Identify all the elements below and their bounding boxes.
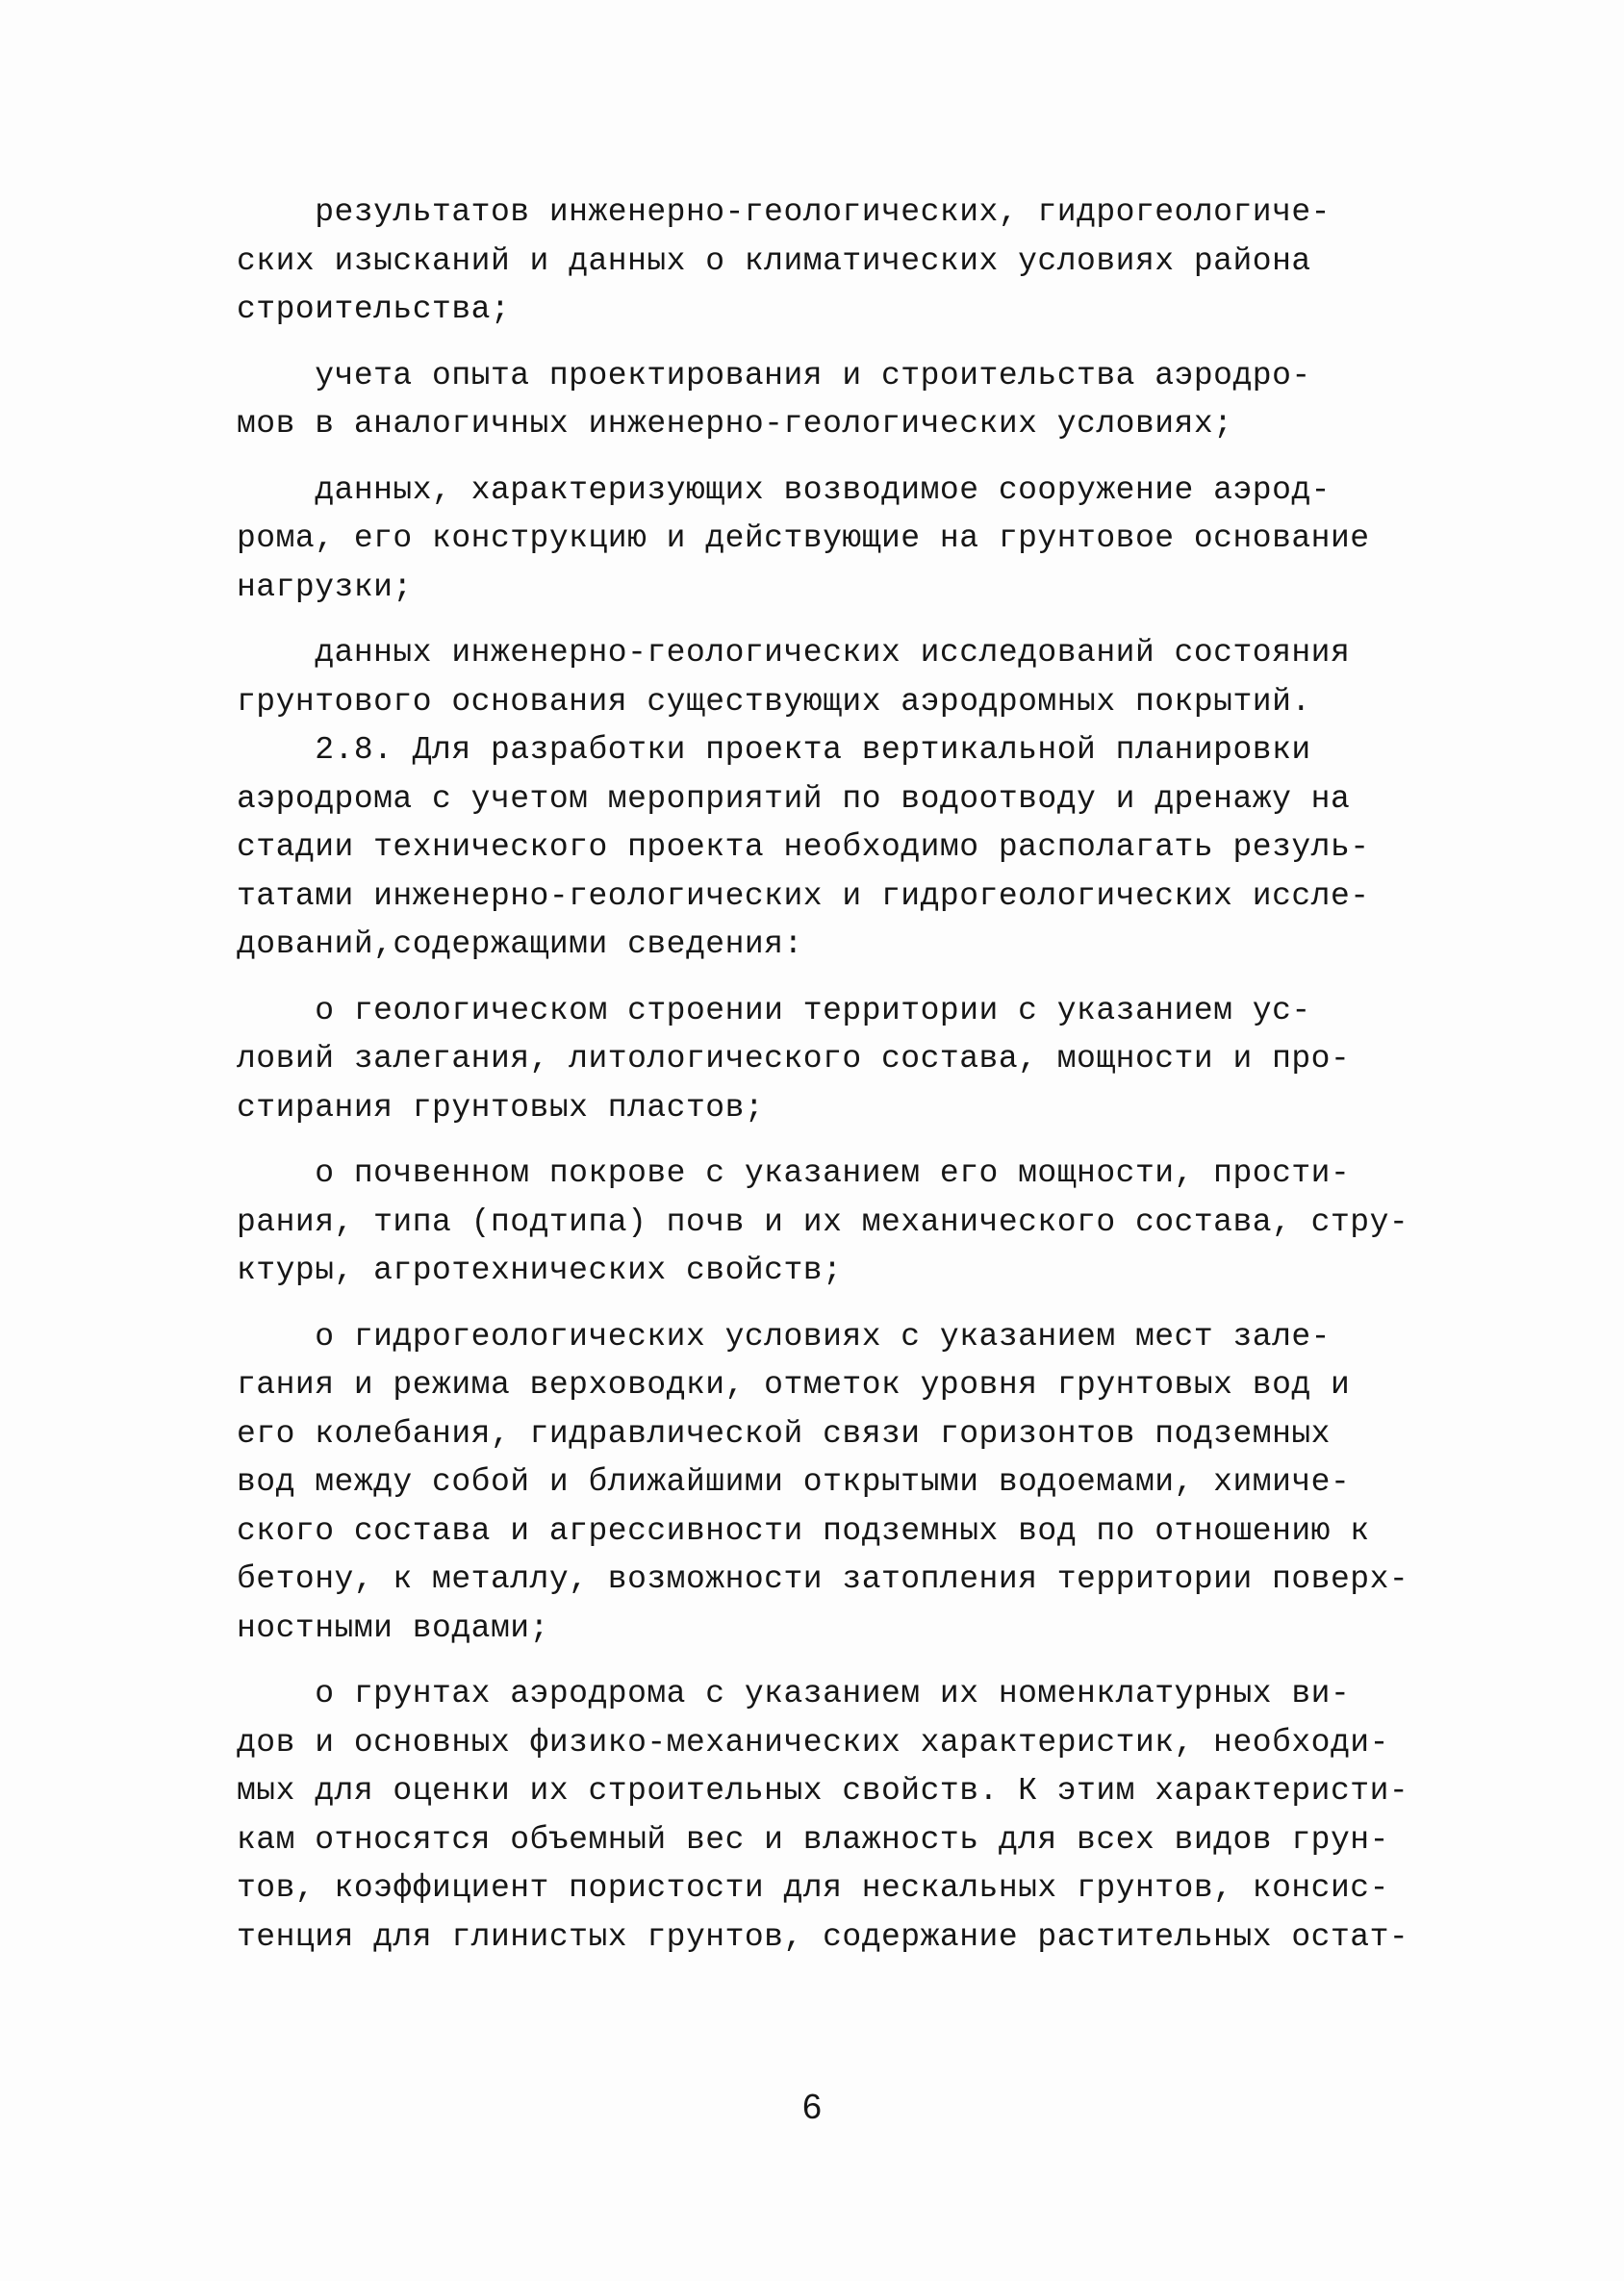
text-line: тенция для глинистых грунтов, содержание растительных остат- <box>237 1918 1409 1955</box>
paragraph <box>237 987 1401 1133</box>
text-line: нагрузки; <box>237 569 413 605</box>
text-line: его колебания, гидравлической связи горизонтов подземных <box>237 1415 1331 1452</box>
text-line: гания и режима верховодки, отметок уровня грунтовых вод и <box>237 1367 1351 1403</box>
paragraph <box>237 1670 1409 1962</box>
text-line: ктуры, агротехнических свойств; <box>237 1253 843 1288</box>
text-line: ского состава и агрессивности подземных вод по отношению к <box>237 1512 1370 1549</box>
text-line: о грунтах аэродрома с указанием их номенклатурных ви- <box>237 1676 1351 1711</box>
document-text-body <box>237 189 1409 1979</box>
page-number: 6 <box>801 2087 823 2126</box>
text-line: мов в аналогичных инженерно-геологических условиях; <box>237 406 1233 442</box>
text-line: дований,содержащими сведения: <box>237 926 803 962</box>
text-line: о гидрогеологических условиях с указанием мест зале- <box>237 1318 1331 1355</box>
text-line: ностными водами; <box>237 1609 549 1646</box>
text-line: грунтового основания существующих аэродромных покрытий. <box>237 683 1311 720</box>
text-line: кам относятся объемный вес и влажность для всех видов грун- <box>237 1821 1389 1858</box>
paragraph <box>237 467 1401 613</box>
paragraph <box>237 352 1401 449</box>
text-line: 2.8. Для разработки проекта вертикальной планировки <box>237 732 1311 768</box>
text-line: данных инженерно-геологических исследований состояния <box>237 635 1351 671</box>
text-line: о геологическом строении территории с указанием ус- <box>237 992 1311 1028</box>
text-line: стирания грунтовых пластов; <box>237 1089 765 1126</box>
text-line: рома, его конструкцию и действующие на грунтовое основание <box>237 520 1370 556</box>
text-line: мых для оценки их строительных свойств. К этим характеристи- <box>237 1773 1409 1809</box>
text-line: тов, коэффициент пористости для нескальных грунтов, консис- <box>237 1870 1389 1906</box>
paragraph <box>237 189 1401 335</box>
text-line: учета опыта проектирования и строительства аэродро- <box>237 357 1311 393</box>
paragraph <box>237 629 1401 970</box>
text-line: результатов инженерно-геологических, гидрогеологиче- <box>237 194 1331 230</box>
text-line: дов и основных физико-механических характеристик, необходи- <box>237 1724 1389 1761</box>
paragraph <box>237 1313 1409 1654</box>
text-line: рания, типа (подтипа) почв и их механического состава, стру- <box>237 1204 1409 1240</box>
text-line: татами инженерно-геологических и гидрогеологических иссле- <box>237 877 1370 914</box>
text-line: вод между собой и ближайшими открытыми водоемами, химиче- <box>237 1464 1351 1500</box>
text-line: о почвенном покрове с указанием его мощности, прости- <box>237 1155 1351 1191</box>
text-line: строительства; <box>237 291 511 327</box>
text-line: данных, характеризующих возводимое сооружение аэрод- <box>237 471 1331 508</box>
text-line: стадии технического проекта необходимо располагать резуль- <box>237 829 1370 865</box>
text-line: ловий залегания, литологического состава, мощности и про- <box>237 1041 1351 1077</box>
text-line: аэродрома с учетом мероприятий по водоотводу и дренажу на <box>237 780 1351 817</box>
text-line: бетону, к металлу, возможности затопления территории поверх- <box>237 1561 1409 1597</box>
paragraph <box>237 1150 1409 1296</box>
text-line: ских изысканий и данных о климатических условиях района <box>237 242 1311 279</box>
